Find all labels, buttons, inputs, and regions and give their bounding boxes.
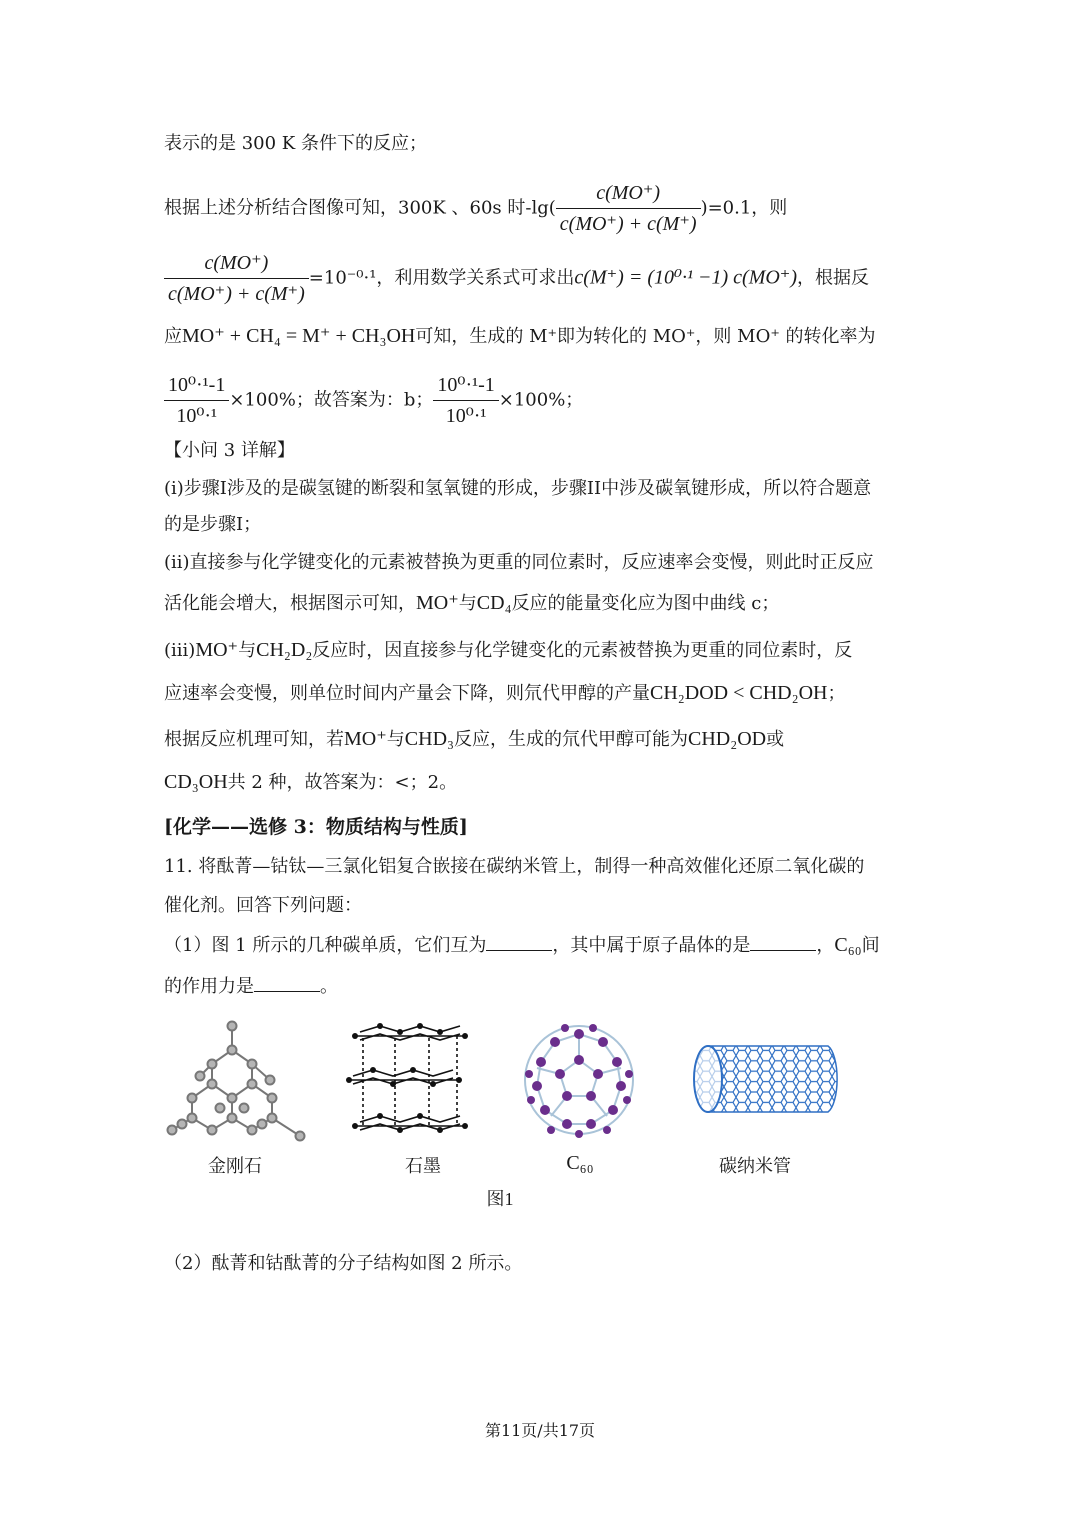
q1-prefix: （1）图 1 所示的几种碳单质，它们互为 bbox=[164, 935, 487, 956]
text-ii-line-2 bbox=[164, 590, 779, 617]
answer-blank-1[interactable] bbox=[486, 932, 552, 951]
figure-label-nanotube: 碳纳米管 bbox=[719, 1156, 791, 1177]
question-1-line-2 bbox=[164, 973, 338, 1000]
cd4-formula: CD₄ bbox=[476, 592, 512, 614]
fraction-mo-ratio-2 bbox=[164, 250, 309, 307]
line4-prefix: 应 bbox=[164, 326, 182, 347]
iii1-prefix: (iii) bbox=[164, 640, 196, 661]
fraction-numerator: c(MO⁺) bbox=[596, 182, 661, 204]
fraction-conversion-2 bbox=[433, 372, 498, 429]
iii2-prefix: 应速率会变慢，则单位时间内产量会下降，则氘代甲醇的产量 bbox=[164, 683, 650, 704]
chd3-formula: CHD₃ bbox=[404, 728, 454, 750]
text-line-1: 表示的是 300 K 条件下的反应； bbox=[164, 133, 427, 154]
line3-mid: =10⁻⁰·¹，利用数学关系式可求出 bbox=[308, 267, 575, 289]
reaction-equation: MO⁺ + CH₄ = M⁺ + CH₃OH bbox=[182, 325, 416, 347]
subquestion-3-heading: 【小问 3 详解】 bbox=[164, 440, 295, 461]
text-ii-line-1: (ii)直接参与化学键变化的元素被替换为更重的同位素时，反应速率会变慢，则此时正反应 bbox=[164, 552, 874, 573]
ii2-prefix: 活化能会增大，根据图示可知， bbox=[164, 593, 416, 614]
text-line-5 bbox=[164, 372, 583, 429]
section-title: [化学——选修 3：物质结构与性质] bbox=[164, 816, 468, 838]
figure-label-c60: C₆₀ bbox=[566, 1152, 594, 1174]
text-iii-line-4 bbox=[164, 769, 457, 796]
text-iii-line-2 bbox=[164, 680, 845, 707]
mo-ion: MO⁺ bbox=[344, 728, 387, 750]
text-iii-line-1 bbox=[164, 637, 852, 664]
mo-ion: MO⁺ bbox=[416, 592, 459, 614]
diamond-structure-image bbox=[160, 1018, 310, 1143]
line2-suffix: )=0.1，则 bbox=[700, 197, 788, 219]
line2-prefix: 根据上述分析结合图像可知，300K 、60s 时-lg( bbox=[164, 197, 556, 219]
fraction-numerator: 10⁰·¹-1 bbox=[168, 374, 226, 396]
iii1-mid: 与 bbox=[238, 640, 257, 661]
ch2d2-formula: CH₂D₂ bbox=[256, 639, 313, 661]
answer-blank-2[interactable] bbox=[750, 932, 816, 951]
fraction-denominator: 10⁰·¹ bbox=[433, 400, 498, 429]
figure-label-diamond: 金刚石 bbox=[208, 1156, 262, 1177]
iii2-suffix: ； bbox=[827, 683, 846, 704]
page-footer: 第11页/共17页 bbox=[484, 1421, 596, 1440]
text-line-4 bbox=[164, 323, 876, 350]
line4-suffix: 可知，生成的 M⁺即为转化的 MO⁺，则 MO⁺ 的转化率为 bbox=[415, 326, 876, 347]
question-2-line: （2）酞菁和钴酞菁的分子结构如图 2 所示。 bbox=[164, 1253, 523, 1274]
text-i-line-1: (i)步骤I涉及的是碳氢键的断裂和氢氧键的形成，步骤II中涉及碳氧键形成，所以符合题意 bbox=[164, 478, 872, 499]
m-concentration-expression: c(M⁺) = (10⁰·¹ −1) c(MO⁺) bbox=[574, 266, 798, 289]
fraction-numerator: c(MO⁺) bbox=[204, 252, 269, 274]
line5-mid: ×100%；故答案为：b； bbox=[229, 389, 434, 411]
iii1-suffix: 反应时，因直接参与化学键变化的元素被替换为更重的同位素时，反 bbox=[312, 640, 853, 661]
line3-suffix: ，根据反 bbox=[797, 267, 870, 289]
text-line-2 bbox=[164, 180, 787, 237]
question-1-line-1: （1）图 1 所示的几种碳单质，它们互为 ，其中属于原子晶体的是 ，C₆₀间 bbox=[164, 934, 880, 956]
fraction-denominator: c(MO⁺) + c(M⁺) bbox=[164, 278, 309, 307]
q1-mid: ，其中属于原子晶体的是 bbox=[552, 935, 751, 956]
answer-blank-3[interactable] bbox=[254, 973, 320, 992]
text-i-line-2: 的是步骤I； bbox=[164, 514, 262, 535]
yield-comparison: CH₂DOD < CHD₂OH bbox=[650, 682, 828, 704]
fraction-numerator: 10⁰·¹-1 bbox=[437, 374, 495, 396]
c60-formula: C₆₀ bbox=[834, 934, 862, 956]
question-11-line-1: 11. 将酞菁—钴钛—三氯化铝复合嵌接在碳纳米管上，制得一种高效催化还原二氧化碳的 bbox=[164, 856, 865, 877]
q1-line2-prefix: 的作用力是 bbox=[164, 976, 254, 997]
q1-suffix: 间 bbox=[861, 935, 880, 956]
cd3oh-formula: CD₃OH bbox=[164, 771, 228, 793]
nanotube-structure-image bbox=[688, 1040, 840, 1118]
fraction-denominator: c(MO⁺) + c(M⁺) bbox=[556, 208, 701, 237]
graphite-structure-image bbox=[345, 1018, 470, 1143]
figure-label-graphite: 石墨 bbox=[405, 1156, 441, 1177]
iii3-mid2: 反应，生成的氘代甲醇可能为 bbox=[454, 729, 688, 750]
ii2-mid: 与 bbox=[458, 593, 477, 614]
fraction-mo-ratio-1 bbox=[556, 180, 701, 237]
fraction-denominator: 10⁰·¹ bbox=[164, 400, 229, 429]
iii3-suffix: 或 bbox=[766, 729, 785, 750]
question-11-line-2: 催化剂。回答下列问题： bbox=[164, 895, 362, 916]
mo-ion: MO⁺ bbox=[195, 639, 239, 661]
iii4-suffix: 共 2 种，故答案为：<；2。 bbox=[227, 772, 458, 793]
iii3-mid1: 与 bbox=[386, 729, 405, 750]
line5-end: ×100%； bbox=[498, 389, 584, 411]
text-line-3 bbox=[164, 250, 869, 307]
iii3-prefix: 根据反应机理可知，若 bbox=[164, 729, 344, 750]
ii2-suffix: 反应的能量变化应为图中曲线 c； bbox=[511, 593, 780, 614]
fraction-conversion-1 bbox=[164, 372, 229, 429]
q1-line2-suffix: 。 bbox=[320, 976, 338, 997]
text-iii-line-3 bbox=[164, 726, 784, 753]
chd2od-formula: CHD₂OD bbox=[688, 728, 767, 750]
c60-structure-image bbox=[517, 1018, 641, 1142]
figure-caption: 图1 bbox=[486, 1189, 514, 1209]
